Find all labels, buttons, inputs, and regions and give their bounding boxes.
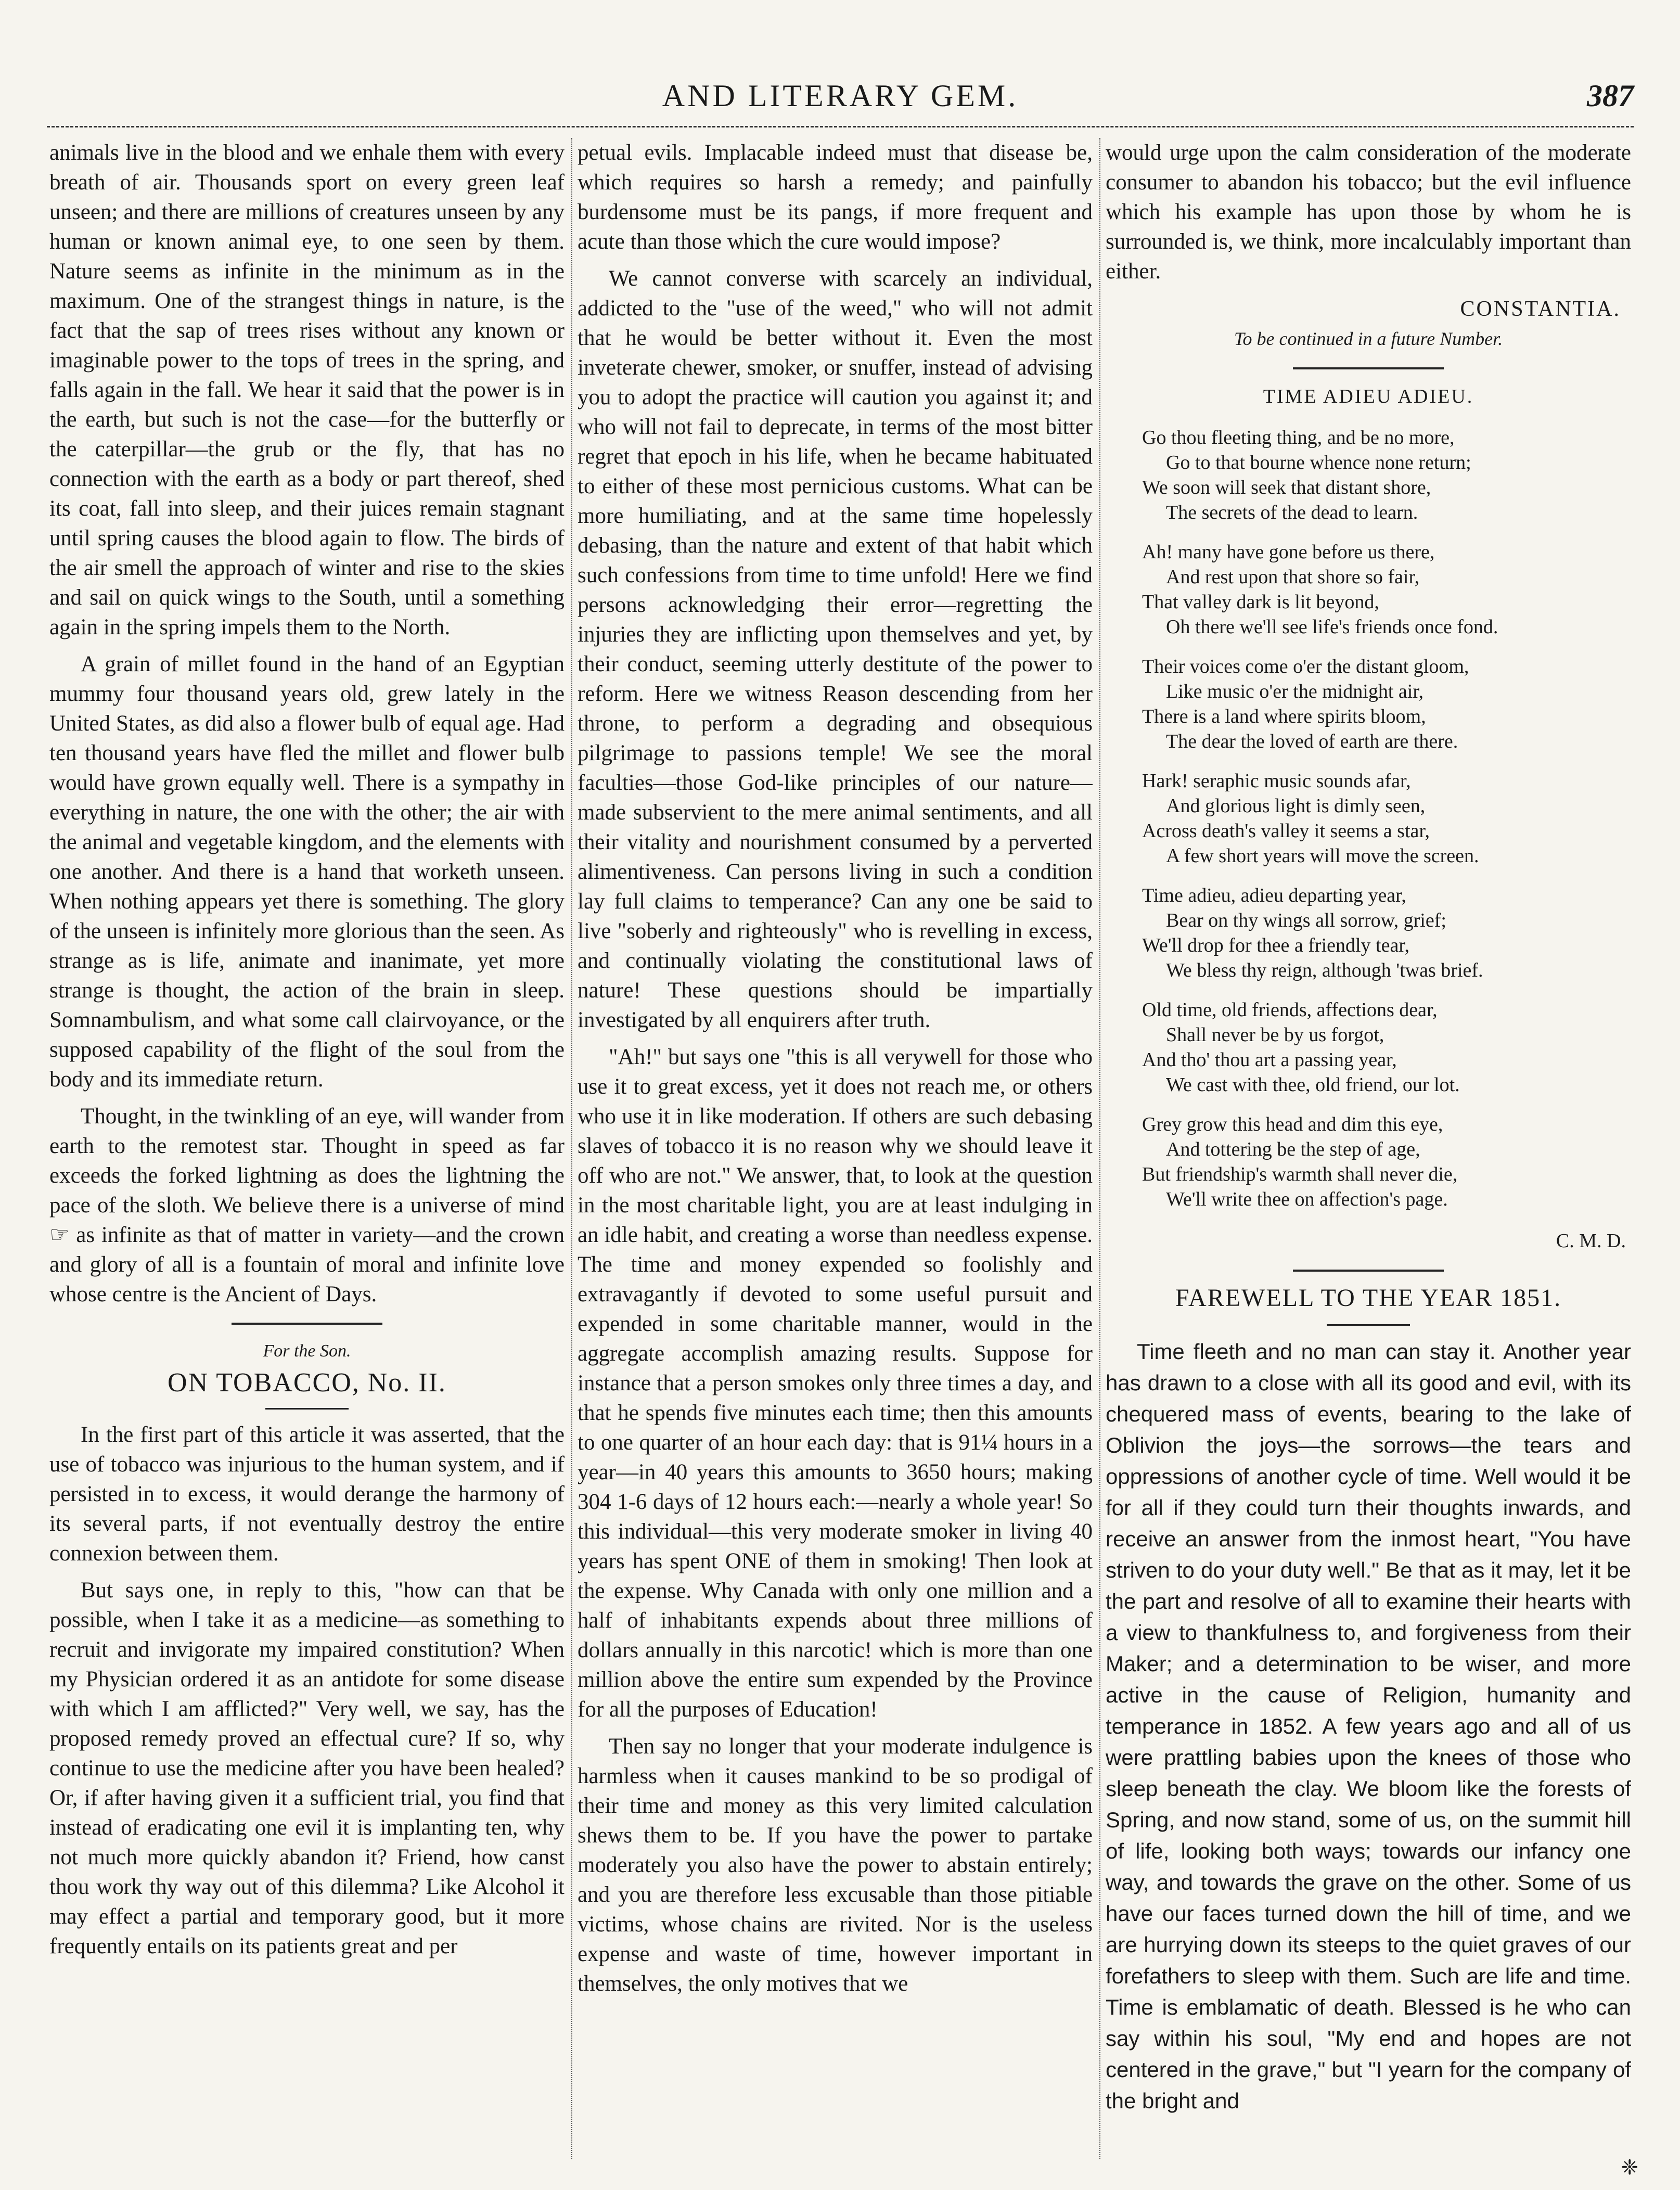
header-rule	[47, 126, 1634, 127]
poem-line: That valley dark is lit beyond,	[1142, 591, 1379, 613]
poem-stanza	[1142, 654, 1631, 754]
poem-line: We bless thy reign, although 'twas brief.	[1166, 959, 1483, 981]
paragraph: Time fleeth and no man can stay it. Another year has drawn to a close with all its good and evil, with its chequered mass of events, bearing to the lake of Oblivion the joys—the sorrows—the tears and oppressions of another cycle of time. Well would it be for all if they could turn their thoughts inwards, and receive an answer from the inmost heart, "You have striven to do your duty well." Be that as it may, let it be the part and resolve of all to examine their hearts with a view to thankfulness to, and forgiveness from their Maker; and a determination to be wiser, and more active in the cause of Religion, humanity and temperance in 1852. A few years ago and all of us were prattling babies upon the knees of those who sleep beneath the clay. We bloom like the forests of Spring, and now stand, some of us, on the summit hill of life, looking both ways; towards our infancy one way, and towards the grave on the other. Some of us have our faces turned down the hill of time, and we are hurrying down its steeps to the quiet graves of our forefathers to sleep with them. Such are life and time. Time is emblamatic of death. Blessed is he who can say within his soul, "My end and hopes are not centered in the grave," but "I yearn for the company of the bright and	[1106, 1339, 1631, 2113]
paragraph: Thought, in the twinkling of an eye, will wander from earth to the remotest star. Thought in speed as far exceeds the forked lightning as does the lightning the pace of the sloth. We believe there is a universe of mind ☞ as infinite as that of matter in variety—and the crown and glory of all is a fountain of moral and infinite love whose centre is the Ancient of Days.	[49, 1104, 565, 1307]
paragraph: Then say no longer that your moderate indulgence is harmless when it causes mankind to be so prodigal of their time and money as this very limited calculation shews them to be. If you have the power to partake moderately you also have the power to abstain entirely; and you are therefore less excusable than those pitiable victims, whose chains are rivited. Nor is the useless expense and waste of time, however important in themselves, the only motives that we	[578, 1734, 1093, 1996]
paragraph: In the first part of this article it was asserted, that the use of tobacco was injurious to the human system, and if persisted in to excess, it would derange the harmony of its several parts, if not eventually destroy the entire connexion between them.	[49, 1423, 565, 1566]
continuation-note: To be continued in a future Number.	[1234, 328, 1503, 349]
paragraph: animals live in the blood and we enhale them with every breath of air. Thousands sport on every green leaf unseen; and there are millions of creatures unseen by any human or known animal eye, to one seen by them. Nature seems as infinite in the minimum as in the maximum. One of the strangest things in nature, is the fact that the sap of trees rises without any known or imaginable power to the tops of trees in the spring, and falls again in the fall. We hear it said that the power is in the earth, but such is not the case—for the butterfly or the caterpillar—the grub or the fly, that has no connection with the earth as a body or part thereof, shed its coat, fall into sleep, and their juices remain stagnant until spring causes the blood again to flow. The birds of the air smell the approach of winter and rise to the skies and sail on quick wings to the South, until a something again in the spring impels them to the North.	[49, 140, 565, 639]
paragraph: would urge upon the calm consideration of the moderate consumer to abandon his tobacco; but the evil influence which his example has upon those by whom he is surrounded is, we think, more incalculably important than either.	[1106, 140, 1631, 284]
poem-line: And rest upon that shore so fair,	[1166, 566, 1420, 588]
paragraph: We cannot converse with scarcely an individual, addicted to the "use of the weed," who will not admit that he would be better without it. Even the most inveterate chewer, smoker, or snuffer, instead of advising you to adopt the practice will caution you against it; and who will not fail to deprecate, in terms of the most bitter regret that epoch in his life, when he became habituated to either of these most pernicious customs. What can be more humiliating, and at the same time hopelessly debasing, than the nature and extent of that habit which such confessions from time to time unfold! Here we find persons acknowledging their error—regretting the injuries they are inflicting upon themselves and yet, by their conduct, seeming utterly destitute of the power to reform. Here we witness Reason descending from her throne, to perform a degrading and obsequious pilgrimage to passions temple! We see the moral faculties—those God-like principles of our nature—made subservient to the mere animal sentiments, and all their vitality and nourishment consumed by a perverted alimentiveness. Can persons living in such a condition lay full claims to temperance? Can any one be said to live "soberly and righteously" who is revelling in excess, and continually violating the constitutional laws of nature! These questions should be impartially investigated by all enquirers after truth.	[578, 266, 1093, 1032]
poem-line: But friendship's warmth shall never die,	[1142, 1163, 1458, 1185]
poem-line: The dear the loved of earth are there.	[1166, 731, 1458, 752]
paragraph: petual evils. Implacable indeed must that disease be, which requires so harsh a remedy; and painfully burdensome must be its pangs, if more frequent and acute than those which the cure would impose?	[578, 140, 1093, 254]
article-title: FAREWELL TO THE YEAR 1851.	[1175, 1284, 1562, 1312]
poem-line: And tottering be the step of age,	[1166, 1138, 1420, 1160]
poem-line: Bear on thy wings all sorrow, grief;	[1166, 910, 1446, 931]
poem-signature: C. M. D.	[1556, 1230, 1626, 1252]
poem-line: Grey grow this head and dim this eye,	[1142, 1113, 1443, 1135]
poem-line: And tho' thou art a passing year,	[1142, 1049, 1397, 1071]
poem-line: A few short years will move the screen.	[1166, 845, 1479, 867]
column-middle	[578, 138, 1093, 2159]
poem-line: Their voices come o'er the distant gloom,	[1142, 656, 1469, 677]
page-number: 387	[1587, 79, 1634, 113]
poem-line: Old time, old friends, affections dear,	[1142, 999, 1438, 1021]
printer-ornament-icon: ❈	[1621, 2156, 1638, 2179]
poem-line: Time adieu, adieu departing year,	[1142, 885, 1406, 906]
poem-line: Go to that bourne whence none return;	[1166, 452, 1471, 473]
poem-line: We'll drop for thee a friendly tear,	[1142, 934, 1409, 956]
section-rule	[265, 1408, 349, 1410]
poem-line: And glorious light is dimly seen,	[1166, 795, 1426, 817]
poem-stanza	[1142, 425, 1631, 525]
poem-stanza	[1142, 883, 1631, 983]
paragraph: A grain of millet found in the hand of an Egyptian mummy four thousand years old, grew lately in the United States, as did also a flower bulb of equal age. Had ten thousand years have fled the millet and flower bulb would have grown equally well. There is a sympathy in everything in nature, the one with the other; the air with the animal and vegetable kingdom, and the elements with one another. And there is a hand that worketh unseen. When nothing appears yet there is something. The glory of the unseen is infinitely more glorious than the seen. As strange as is life, animate and inanimate, yet more strange is thought, the action of the brain in sleep. Somnambulism, and what some call clairvoyance, or the supposed capability of the flight of the soul from the body and its immediate return.	[49, 652, 565, 1092]
poem-line: There is a land where spirits bloom,	[1142, 706, 1426, 727]
poem	[1106, 425, 1631, 1212]
poem-title: TIME ADIEU ADIEU.	[1263, 386, 1474, 407]
poem-stanza	[1142, 1112, 1631, 1212]
section-rule	[1327, 1324, 1410, 1326]
poem-stanza	[1142, 769, 1631, 868]
poem-line: Shall never be by us forgot,	[1166, 1024, 1384, 1046]
column-right	[1106, 138, 1631, 2159]
poem-line: Oh there we'll see life's friends once fond.	[1166, 616, 1498, 638]
article-title: ON TOBACCO, No. II.	[168, 1368, 446, 1398]
paragraph: But says one, in reply to this, "how can that be possible, when I take it as a medicine—as something to recruit and invigorate my impaired constitution? When my Physician ordered it as an antidote for some disease with which I am afflicted?" Very well, we say, has the proposed remedy proved an effectual cure? If so, why continue to use the medicine after you have been healed? Or, if after having given it a sufficient trial, you find that instead of eradicating one evil it is implanting ten, why not much more quickly abandon it? Friend, how canst thou work thy way out of this dilemma? Like Alcohol it may effect a partial and temporary good, but it more frequently entails on its patients great and per	[49, 1578, 565, 1958]
poem-stanza	[1142, 997, 1631, 1097]
section-rule	[1293, 1270, 1444, 1272]
poem-line: We'll write thee on affection's page.	[1166, 1188, 1448, 1210]
contributor-label: For the Son.	[263, 1341, 351, 1361]
poem-line: The secrets of the dead to learn.	[1166, 502, 1418, 523]
poem-line: We cast with thee, old friend, our lot.	[1166, 1074, 1460, 1096]
column-divider	[571, 138, 572, 2159]
section-rule	[232, 1323, 382, 1325]
poem-line: Ah! many have gone before us there,	[1142, 541, 1435, 563]
poem-line: Go thou fleeting thing, and be no more,	[1142, 427, 1455, 449]
poem-line: Hark! seraphic music sounds afar,	[1142, 770, 1411, 792]
poem-line: Like music o'er the midnight air,	[1166, 681, 1423, 702]
column-divider	[1099, 138, 1100, 2159]
page-header	[47, 78, 1634, 130]
poem-stanza	[1142, 540, 1631, 639]
running-head: AND LITERARY GEM.	[662, 79, 1019, 113]
section-rule	[1293, 367, 1444, 369]
poem-line: Across death's valley it seems a star,	[1142, 820, 1430, 842]
poem-line: We soon will seek that distant shore,	[1142, 477, 1431, 498]
paragraph: "Ah!" but says one "this is all verywell for those who use it to great excess, yet it does not reach me, or others who use it in like moderation. If others are such debasing slaves of tobacco it is no reason why we should leave it off who are not." We answer, that, to look at the question in the most charitable light, you are at least indulging in an idle habit, and creating a worse than needless expense. The time and money expended so foolishly and extravagantly if devoted to some useful pursuit and expended in some charitable manner, would in the aggregate accomplish amazing results. Suppose for instance that a person smokes only three times a day, and that he spends five minutes each time; then this amounts to one quarter of an hour each day: that is 91¼ hours in a year—in 40 years this amounts to 3650 hours; making 304 1-6 days of 12 hours each:—nearly a whole year! So this individual—this very moderate smoker in living 40 years has spent ONE of them in smoking! Then look at the expense. Why Canada with only one million and a half of inhabitants expends about three millions of dollars annually in this narcotic! which is more than one million above the entire sum expended by the Province for all the purposes of Education!	[578, 1045, 1093, 1722]
column-left	[49, 138, 565, 2159]
author-signature: CONSTANTIA.	[1460, 297, 1621, 321]
